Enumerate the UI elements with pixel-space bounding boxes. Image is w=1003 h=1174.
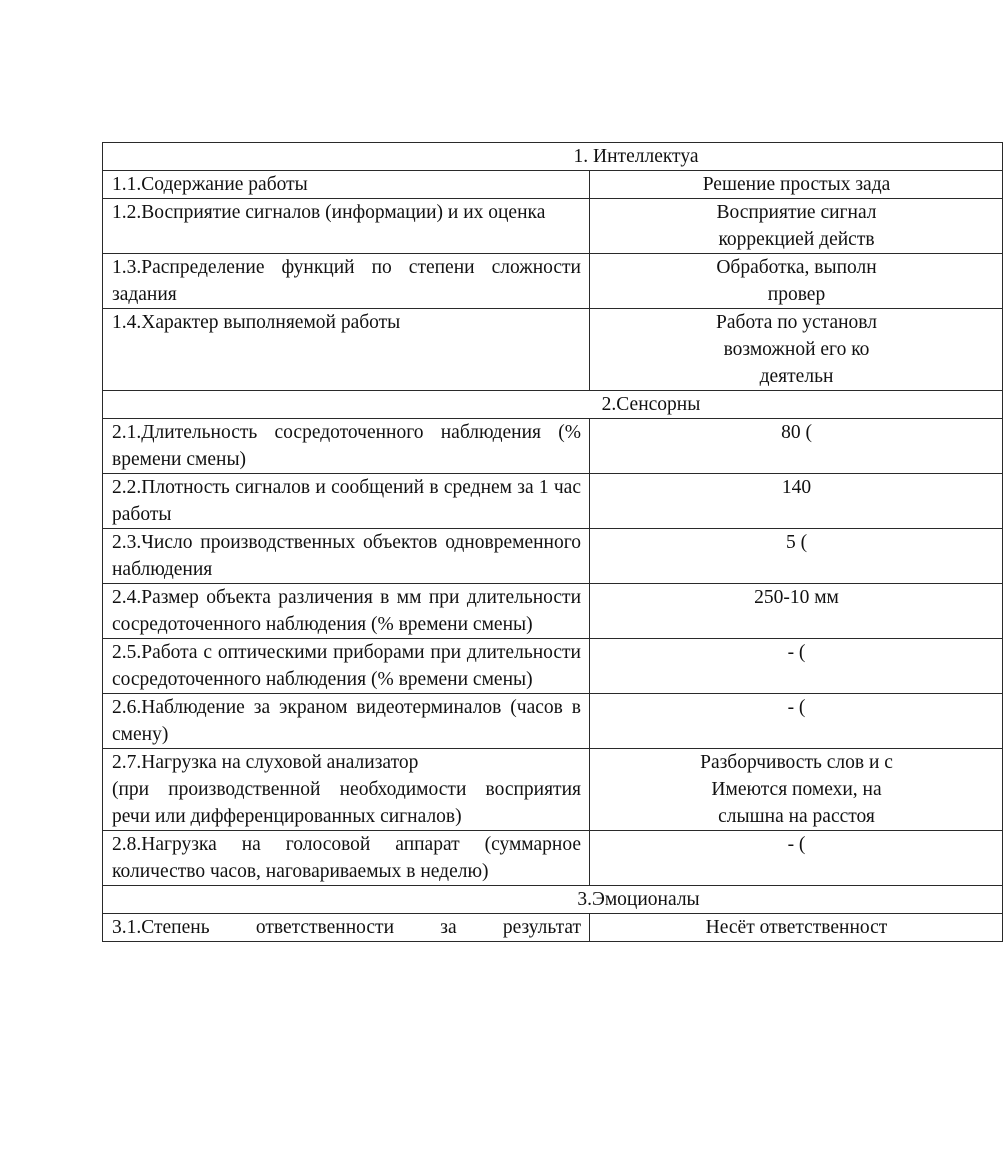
value-line: 80 ( (781, 422, 812, 443)
row-value (590, 474, 1003, 529)
row-value (590, 749, 1003, 831)
row-label (103, 749, 590, 831)
row-value (590, 694, 1003, 749)
row-value (590, 639, 1003, 694)
value-line: возможной его ко (723, 339, 870, 360)
value-line: Обработка, выполн (716, 257, 877, 278)
value-line: - ( (787, 834, 806, 855)
table-row (103, 914, 1003, 942)
value-line: слышна на расстоя (718, 806, 875, 827)
section-row (103, 886, 1003, 914)
value-line: деятельн (759, 366, 834, 387)
value-line: 140 (781, 477, 812, 498)
value-line: Несёт ответственност (705, 917, 888, 938)
row-label: 2.6.Наблюдение за экраном видеотерминалов (часов в смену) (103, 694, 590, 749)
table-row (103, 171, 1003, 199)
row-label: 3.1.Степень ответственности за результат (103, 914, 590, 942)
row-label: 1.2.Восприятие сигналов (информации) и их оценка (103, 199, 590, 254)
table-row (103, 309, 1003, 391)
section-row (103, 143, 1003, 171)
table-row (103, 584, 1003, 639)
row-value (590, 584, 1003, 639)
row-value (590, 831, 1003, 886)
section-title: 1. Интеллектуа (103, 143, 1003, 171)
table-row (103, 749, 1003, 831)
row-value (590, 171, 1003, 199)
value-line: Работа по установл (716, 312, 877, 333)
section-title: 3.Эмоционалы (103, 886, 1003, 914)
row-value (590, 914, 1003, 942)
row-label: 2.8.Нагрузка на голосовой аппарат (суммарное количество часов, наговариваемых в неделю) (103, 831, 590, 886)
table-row (103, 419, 1003, 474)
table-row (103, 199, 1003, 254)
row-label: 2.2.Плотность сигналов и сообщений в среднем за 1 час работы (103, 474, 590, 529)
value-line: коррекцией действ (718, 229, 875, 250)
value-line: 5 ( (785, 532, 808, 553)
row-label: 2.4.Размер объекта различения в мм при длительности сосредоточенного наблюдения (% времени смены) (103, 584, 590, 639)
row-label: 1.1.Содержание работы (103, 171, 590, 199)
table-row (103, 639, 1003, 694)
table-row (103, 474, 1003, 529)
table-row (103, 694, 1003, 749)
value-line: Разборчивость слов и с (700, 752, 893, 773)
working-conditions-table (102, 142, 1003, 942)
row-label: 1.4.Характер выполняемой работы (103, 309, 590, 391)
table-row (103, 529, 1003, 584)
section-title: 2.Сенсорны (103, 391, 1003, 419)
row-label: 1.3.Распределение функций по степени сложности задания (103, 254, 590, 309)
row-value (590, 309, 1003, 391)
row-value (590, 199, 1003, 254)
table-row (103, 831, 1003, 886)
row-value (590, 419, 1003, 474)
section-row (103, 391, 1003, 419)
row-label: 2.5.Работа с оптическими приборами при длительности сосредоточенного наблюдения (% времени смены) (103, 639, 590, 694)
row-label-note: (при производственной необходимости восприятия речи или дифференцированных сигналов) (112, 779, 581, 827)
value-line: - ( (787, 642, 806, 663)
row-label: 2.3.Число производственных объектов одновременного наблюдения (103, 529, 590, 584)
row-value (590, 529, 1003, 584)
value-line: 250-10 мм (754, 587, 839, 608)
table-row (103, 254, 1003, 309)
value-line: провер (767, 284, 826, 305)
value-line: Имеются помехи, на (711, 779, 882, 800)
row-label: 2.1.Длительность сосредоточенного наблюдения (% времени смены) (103, 419, 590, 474)
value-line: Решение простых зада (702, 174, 891, 195)
value-line: - ( (787, 697, 806, 718)
row-value (590, 254, 1003, 309)
row-label-heading: 2.7.Нагрузка на слуховой анализатор (112, 752, 419, 773)
value-line: Восприятие сигнал (716, 202, 877, 223)
